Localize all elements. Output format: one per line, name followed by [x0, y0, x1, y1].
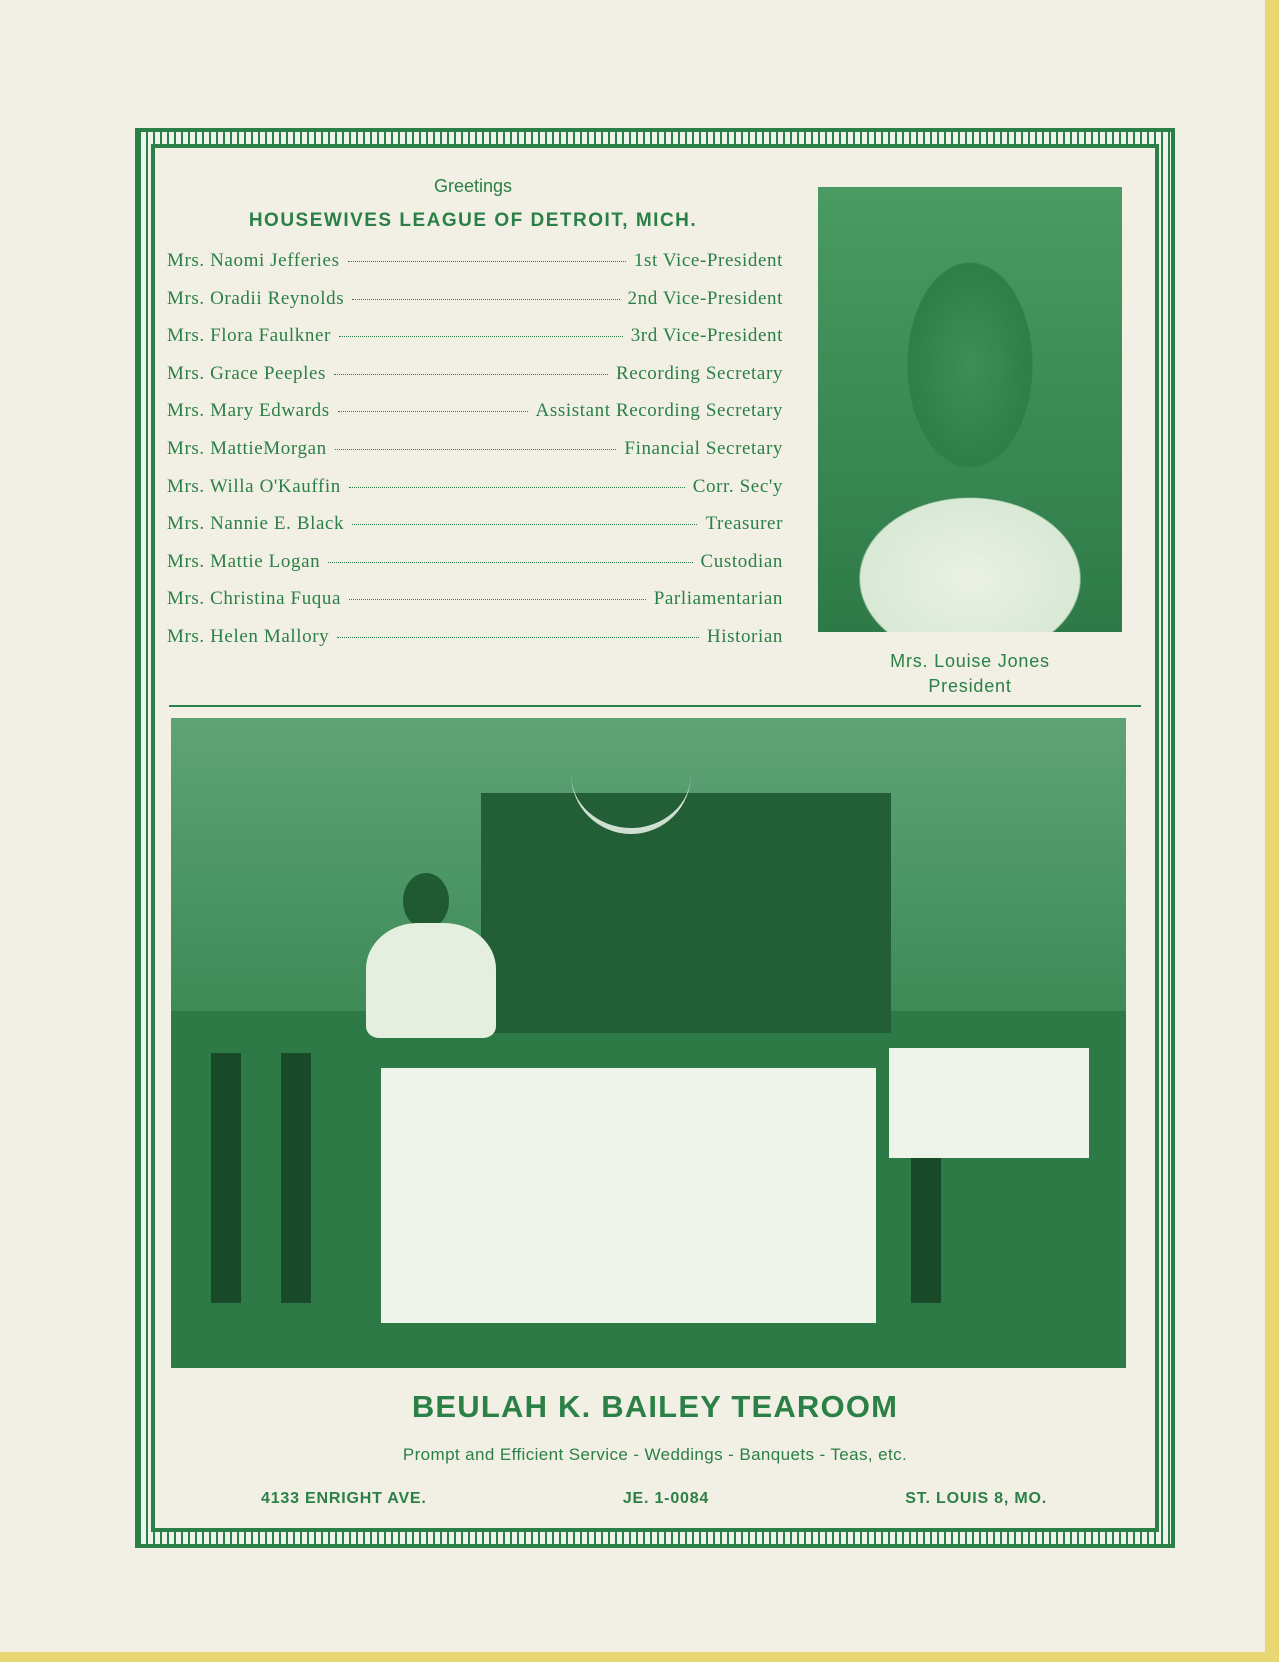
- officer-title: Corr. Sec'y: [692, 475, 783, 497]
- officer-name: Mrs. Christina Fuqua: [167, 588, 342, 610]
- officer-title: Parliamentarian: [653, 588, 783, 610]
- dotted-leader: [339, 336, 623, 337]
- greeting-text: Greetings: [433, 176, 513, 196]
- street-address: 4133 ENRIGHT AVE.: [261, 1490, 427, 1507]
- officer-row: [167, 476, 783, 514]
- officer-name: Mrs. Mary Edwards: [167, 400, 330, 422]
- officer-name: Mrs. Flora Faulkner: [167, 325, 331, 347]
- officer-name: Mrs. MattieMorgan: [167, 437, 327, 459]
- officer-title: Assistant Recording Secretary: [535, 400, 783, 422]
- officer-title: 1st Vice-President: [633, 250, 783, 271]
- photo-side-table: [889, 1048, 1089, 1158]
- officer-row: [167, 626, 783, 664]
- president-title: President: [928, 676, 1012, 696]
- officer-row: [167, 400, 783, 438]
- officer-row: [167, 551, 783, 589]
- photo-chair: [211, 1053, 241, 1303]
- dotted-leader: [349, 599, 646, 600]
- officer-row: [167, 588, 783, 626]
- business-name: BEULAH K. BAILEY TEAROOM: [411, 1389, 899, 1424]
- officer-list: [167, 250, 783, 664]
- officer-row: [167, 513, 783, 551]
- tearoom-dining-room-photo: [171, 718, 1126, 1368]
- contact-row: [261, 1490, 1047, 1508]
- officer-row: [167, 325, 783, 363]
- photo-chair: [281, 1053, 311, 1303]
- city-address: ST. LOUIS 8, MO.: [905, 1490, 1047, 1507]
- officer-title: Recording Secretary: [615, 362, 783, 384]
- section-divider: [169, 705, 1141, 707]
- officer-title: Custodian: [700, 550, 783, 572]
- dotted-leader: [328, 562, 692, 563]
- officer-name: Mrs. Grace Peeples: [167, 362, 327, 384]
- officer-name: Mrs. Oradii Reynolds: [167, 287, 345, 309]
- decorative-border-frame: [135, 128, 1175, 1548]
- portrait-caption: [818, 649, 1122, 699]
- officer-row: [167, 250, 783, 288]
- officer-row: [167, 288, 783, 326]
- dotted-leader: [338, 411, 528, 412]
- dotted-leader: [334, 374, 608, 375]
- officer-title: Treasurer: [705, 513, 783, 535]
- officer-name: Mrs. Nannie E. Black: [167, 513, 345, 535]
- phone-number: JE. 1-0084: [622, 1490, 710, 1507]
- dotted-leader: [348, 261, 626, 262]
- officer-title: Financial Secretary: [624, 437, 783, 459]
- officer-title: 3rd Vice-President: [630, 325, 783, 347]
- dotted-leader: [337, 637, 699, 638]
- photo-china-cabinet: [481, 793, 891, 1033]
- officer-row: [167, 438, 783, 476]
- photo-hostess: [366, 923, 496, 1038]
- officer-name: Mrs. Helen Mallory: [167, 625, 330, 647]
- dotted-leader: [349, 487, 685, 488]
- dotted-leader: [352, 524, 697, 525]
- dotted-leader: [352, 299, 619, 300]
- services-line: Prompt and Efficient Service - Weddings - Banquets - Teas, etc.: [402, 1445, 908, 1464]
- officer-name: Mrs. Willa O'Kauffin: [167, 475, 341, 497]
- photo-dining-table: [381, 1068, 876, 1323]
- page-content: [163, 152, 1147, 1524]
- officer-name: Mrs. Naomi Jefferies: [167, 250, 340, 271]
- officer-row: [167, 363, 783, 401]
- president-name: Mrs. Louise Jones: [890, 651, 1050, 671]
- officer-name: Mrs. Mattie Logan: [167, 550, 321, 572]
- president-portrait-photo: [818, 187, 1122, 632]
- photo-hostess-head: [403, 873, 449, 929]
- officer-title: 2nd Vice-President: [627, 287, 783, 309]
- dotted-leader: [335, 449, 617, 450]
- organization-title: HOUSEWIVES LEAGUE OF DETROIT, MICH.: [248, 210, 698, 231]
- officer-title: Historian: [706, 625, 783, 647]
